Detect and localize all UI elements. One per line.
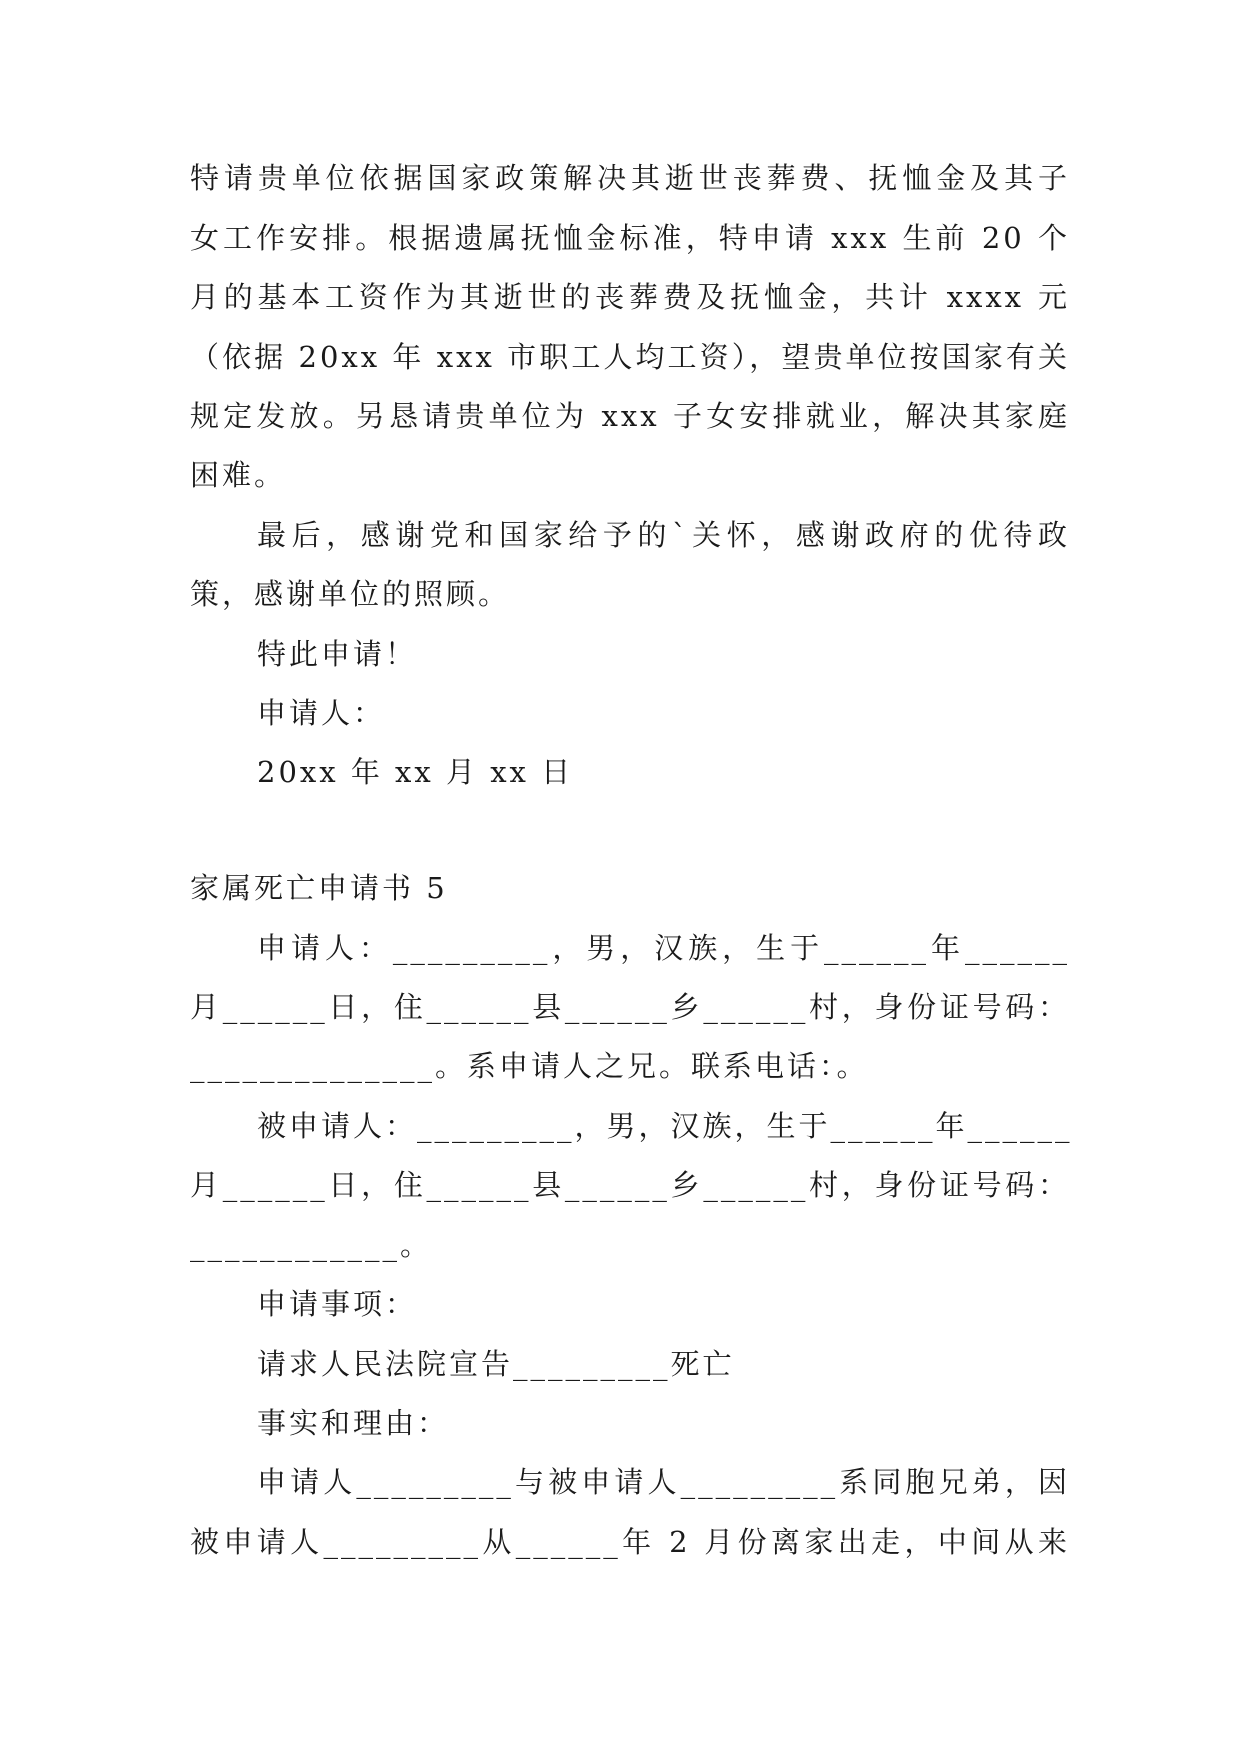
paragraph-line: 困难。 (190, 458, 287, 492)
paragraph-line: 月的基本工资作为其逝世的丧葬费及抚恤金，共计 xxxx 元 (190, 280, 1070, 314)
date-line: 20xx 年 xx 月 xx 日 (257, 755, 574, 789)
paragraph-line: 特请贵单位依据国家政策解决其逝世丧葬费、抚恤金及其子 (190, 161, 1070, 195)
paragraph-line: 女工作安排。根据遗属抚恤金标准，特申请 xxx 生前 20 个 (190, 221, 1070, 255)
applicant-signature-label: 申请人： (257, 696, 386, 730)
paragraph-line: 申请人_________与被申请人_________系同胞兄弟，因 (257, 1465, 1070, 1499)
request-line: 请求人民法院宣告_________死亡 (257, 1347, 735, 1381)
paragraph-line: 最后，感谢党和国家给予的`关怀，感谢政府的优待政 (257, 518, 1070, 552)
respondent-line: 被申请人：_________，男，汉族，生于______年______ (257, 1109, 1073, 1143)
applicant-line: ______________。系申请人之兄。联系电话：。 (190, 1049, 869, 1083)
applicant-line: 月______日，住______县______乡______村，身份证号码： (190, 990, 1070, 1024)
paragraph-line: （依据 20xx 年 xxx 市职工人均工资），望贵单位按国家有关 (190, 340, 1070, 374)
applicant-line: 申请人：_________，男，汉族，生于______年______ (257, 931, 1070, 965)
section-heading: 事实和理由： (257, 1406, 450, 1440)
section-heading: 申请事项： (257, 1287, 418, 1321)
paragraph-line: 被申请人_________从______年 2 月份离家出走，中间从来 (190, 1525, 1070, 1559)
respondent-line: 月______日，住______县______乡______村，身份证号码： (190, 1168, 1070, 1202)
paragraph-line: 策，感谢单位的照顾。 (190, 577, 511, 611)
paragraph-line: 规定发放。另恳请贵单位为 xxx 子女安排就业，解决其家庭 (190, 399, 1070, 433)
closing-text: 特此申请！ (257, 637, 418, 671)
section-title: 家属死亡申请书 5 (190, 871, 448, 905)
respondent-line: ____________。 (190, 1228, 433, 1262)
